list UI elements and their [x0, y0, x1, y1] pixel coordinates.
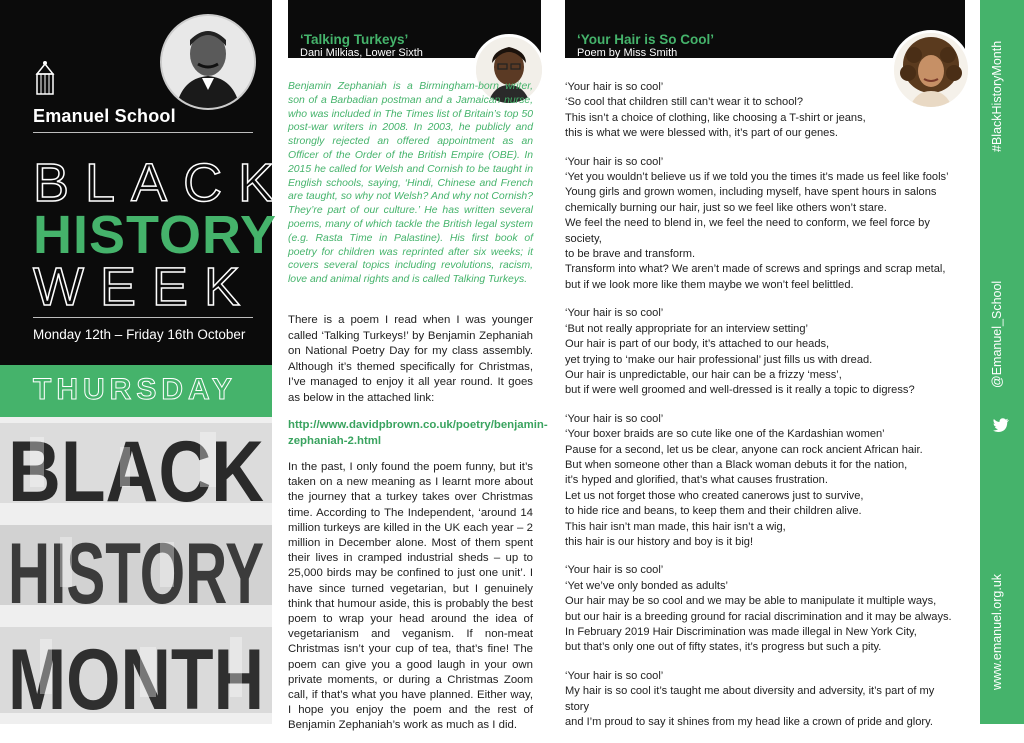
article1-byline: Dani Milkias, Lower Sixth [300, 47, 423, 59]
poem-line: Let us not forget those who created canerows just to survive, [565, 489, 864, 502]
poem-stanza [565, 669, 960, 731]
article1-paragraph: In the past, I only found the poem funny, but it’s taken on a new meaning as I learnt more about the journey that a turkey takes over Christmas time. According to The Independent, ‘around 14 million turkeys are killed in the UK each year – 2 million in December alone. Most of them spent their lives in cramped industrial sheds – up to 25,000 birds may be confined to just one unit’. I have since turned vegetarian, but I genuinely think that humour aside, this is probably the best poem to wrap your head around the idea of vegetarianism and veganism. If non-meat Christmas isn’t your cup of tea, that’s fine! The poem can give you a good laugh in your own private moments, or during a Christmas Zoom call, if that’s what you have planned. Either way, I hope you enjoy the poem and the rest of Benjamin Zephaniah’s work as much as I did. [288, 461, 533, 732]
poem-line: Our hair is unpredictable, our hair can be a frizzy ‘mess’, [565, 368, 842, 381]
collage-word-history: HISTORY [8, 526, 264, 622]
left-panel [0, 0, 291, 724]
school-crest-icon [34, 60, 56, 96]
poem-line: Our hair is part of our body, it’s attached to our heads, [565, 338, 830, 351]
day-label: THURSDAY [33, 373, 237, 406]
poem-line: ‘Your boxer braids are so cute like one of the Kardashian women’ [565, 428, 885, 441]
twitter-handle[interactable]: @Emanuel_School [990, 280, 1004, 388]
poem-line: My hair is so cool it’s taught me about diversity and adversity, it’s part of my story [565, 685, 935, 713]
poem-line: We feel the need to blend in, we feel the need to conform, we feel force by society, [565, 217, 930, 245]
poem-line: ‘Your hair is so cool’ [565, 669, 664, 682]
website[interactable]: www.emanuel.org.uk [990, 573, 1004, 690]
poem-line: ‘Your hair is so cool’ [565, 81, 664, 93]
poem-stanza [565, 412, 960, 551]
poem-line: to hide rice and beans, to keep them and their children alive. [565, 505, 862, 518]
collage-word-black: BLACK [8, 424, 264, 520]
poem-line: ‘Yet we’ve only bonded as adults’ [565, 579, 729, 592]
article2-byline: Poem by Miss Smith [577, 47, 678, 59]
poem-line: Young girls and grown women, including myself, have spent hours in salons [565, 186, 937, 199]
black-history-month-collage [0, 417, 272, 724]
poem-line: ‘But not really appropriate for an interview setting’ [565, 322, 808, 335]
poem-line: but if we look more like them maybe we won’t feel belittled. [565, 278, 854, 291]
poem-line: Pause for a second, let us be clear, anyone can rock ancient African hair. [565, 443, 923, 456]
poem-line: ‘Your hair is so cool’ [565, 412, 664, 425]
poem-line: but if were well groomed and well-dressed is it really a topic to digress? [565, 384, 915, 397]
collage-word-month: MONTH [8, 632, 264, 724]
poem-line: chemically burning our hair, just so we feel like others won’t stare. [565, 201, 887, 214]
poem-stanza [565, 306, 960, 398]
school-name: Emanuel School [33, 106, 176, 126]
portrait-photo [160, 14, 256, 110]
poem-line: this is what we were blessed with, it’s part of our genes. [565, 127, 838, 140]
event-dates: Monday 12th – Friday 16th October [33, 327, 246, 342]
poem-stanza [565, 563, 960, 655]
poem-line: ‘Your hair is so cool’ [565, 307, 664, 320]
poem-body [565, 80, 960, 743]
poem-line: but that’s only one out of fifty states, it’s progress but such a pity. [565, 641, 882, 654]
poem-line: yet trying to ‘make our hair professional’ just fills us with dread. [565, 353, 873, 366]
poem-line: ‘Your hair is so cool’ [565, 155, 664, 168]
poem-link[interactable]: http://www.davidpbrown.co.uk/poetry/benjamin-zephaniah-2.html [288, 419, 548, 447]
title-black: BLACK [33, 153, 291, 213]
poem-line: to be brave and transform. [565, 248, 696, 261]
twitter-icon [993, 418, 1009, 432]
poem-line: and I’m proud to say it shines from my head like a crown of pride and glory. [565, 716, 933, 729]
divider [33, 132, 253, 133]
day-banner [0, 365, 272, 417]
poem-line: In February 2019 Hair Discrimination was made illegal in New York City, [565, 626, 917, 638]
title-history: HISTORY [33, 205, 278, 265]
poem-line: This isn’t a choice of clothing, like choosing a T-shirt or jeans, [565, 111, 866, 124]
article2-title: ‘Your Hair is So Cool’ [577, 32, 715, 47]
article1-intro: Benjamin Zephaniah is a Birmingham-born writer, son of a Barbadian postman and a Jamaican nurse, who was included in The Times list of Britain’s top 50 post-war writers in 2008. In 2003, he publicly and strongly rejected an offered appointment as an Officer of the Order of the British Empire (OBE). In 2015 he called for Welsh and Cornish to be taught in English schools, saying, ‘Hindi, Chinese and French are taught, so why not Welsh? And why not Cornish? They’re part of our culture.’ He has written several poems, many of which tackle the British legal system (e.g. Rasta Time in Palastine). His first book of poetry for children was reprinted after six weeks; it covers several topics including revolutions, racism, love and animal rights and is called Talking Turkeys. [288, 81, 533, 286]
poem-line: this hair is our history and boy is it big! [565, 535, 754, 548]
article1-title: ‘Talking Turkeys’ [300, 32, 409, 47]
social-strip [980, 0, 1024, 724]
poem-line: Our hair may be so cool and we may be able to manipulate it multiple ways, [565, 595, 937, 608]
poem-line: But when someone other than a Black woman debuts it for the nation, [565, 458, 908, 471]
poem-line: ‘Your hair is so cool’ [565, 564, 664, 577]
poem-line: ‘So cool that children still can’t wear it to school? [565, 96, 804, 109]
hashtag: #BlackHistoryMonth [990, 40, 1004, 152]
poem-line: Transform into what? We aren’t made of screws and springs and scrap metal, [565, 263, 946, 276]
article1-paragraph: There is a poem I read when I was younger called ‘Talking Turkeys!’ by Benjamin Zephaniah on National Poetry Day for my class assembly. Although it’s themed specifically for Christmas, I’ve managed to enjoy it all year round. It goes as below in the attached link: [288, 314, 533, 404]
title-week: WEEK [33, 257, 257, 317]
poem-stanza [565, 80, 960, 142]
divider [33, 317, 253, 318]
poem-line: it’s hyped and glorified, that’s what causes frustration. [565, 474, 828, 487]
poem-stanza [565, 155, 960, 294]
poem-line: but our hair is a breeding ground for racial discrimination and it may be always. [565, 610, 952, 623]
poem-line: This hair isn’t man made, this hair isn’t a wig, [565, 520, 786, 533]
poem-line: ‘Yet you wouldn’t believe us if we told you the times it’s made us feel like fools’ [565, 171, 949, 184]
